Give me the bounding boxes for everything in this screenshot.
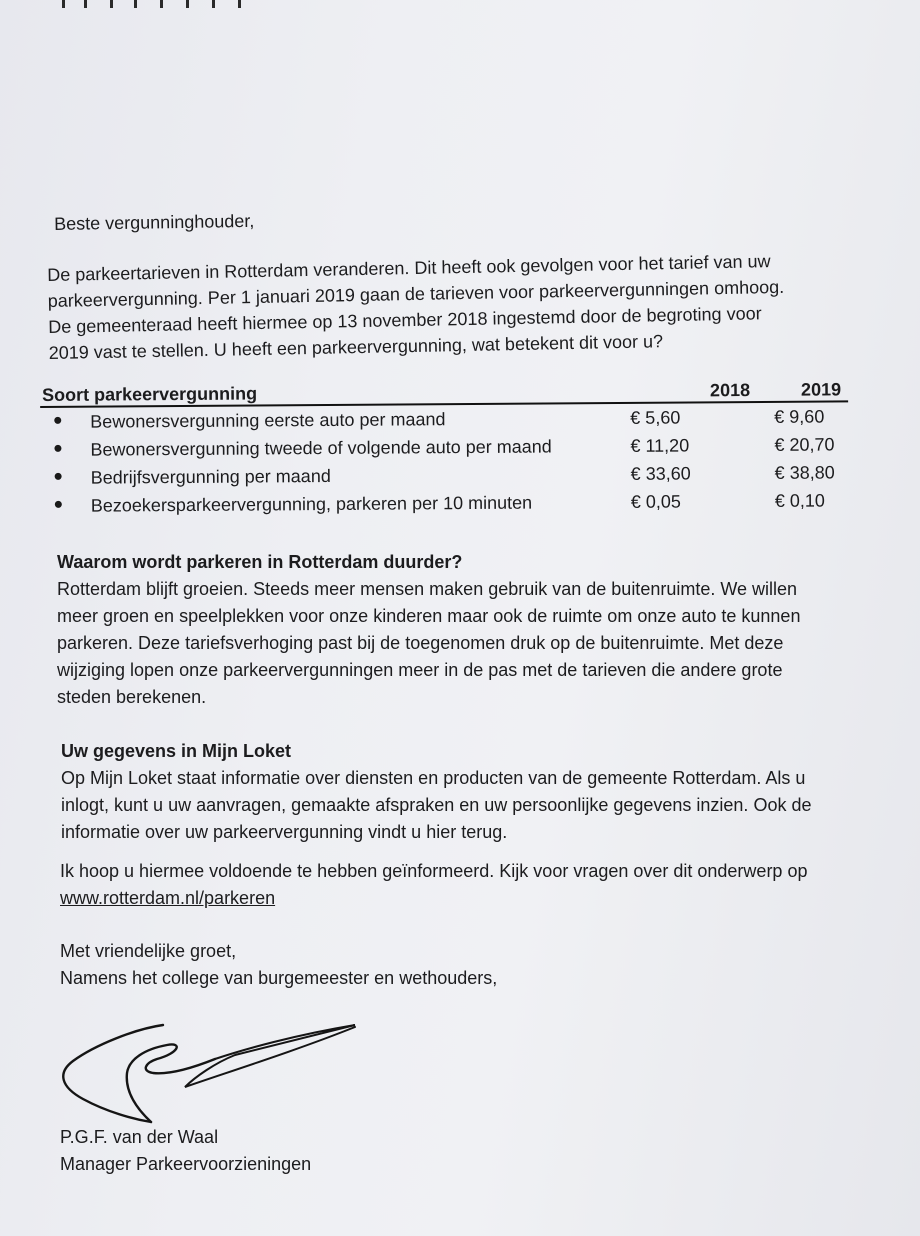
loket-line: Op Mijn Loket staat informatie over diensten en producten van de gemeente Rotterdam. Als u [61,768,806,788]
price-2018: € 11,20 [630,435,690,456]
why-line: steden berekenen. [57,687,207,707]
header-2018: 2018 [709,380,751,401]
why-line: Rotterdam blijft groeien. Steeds meer mensen maken gebruik van de buitenruimte. We willen [57,579,798,599]
bullet [54,445,61,452]
bullet [54,417,61,424]
permit-label: Bezoekersparkeervergunning, parkeren per 10 minuten [90,492,533,516]
bullet [55,473,62,480]
price-2019: € 20,70 [774,434,835,455]
why-heading: Waarom wordt parkeren in Rotterdam duurder? [57,552,463,572]
why-line: meer groen en speelplekken voor onze kinderen maar ook de ruimte om onze auto te kunnen [57,606,801,626]
why-section [57,549,920,711]
permit-label: Bedrijfsvergunning per maand [90,465,331,488]
price-2018: € 0,05 [630,491,681,512]
signer-name: P.G.F. van der Waal [60,1127,219,1147]
why-line: parkeren. Deze tariefsverhoging past bij de toegenomen druk op de buitenruimte. Met deze [57,633,784,653]
intro-line: 2019 vast te stellen. U heeft een parkeervergunning, wat betekent dit voor u? [48,331,664,363]
why-line: wijziging lopen onze parkeervergunningen meer in de pas met de tarieven die andere grote [57,660,783,680]
loket-section [61,738,920,846]
price-2019: € 38,80 [774,462,835,483]
loket-line: informatie over uw parkeervergunning vindt u hier terug. [61,822,508,842]
signer-block [60,1124,920,1178]
header-permit-type: Soort parkeervergunning [42,383,258,405]
loket-line: inlogt, kunt u uw aanvragen, gemaakte afspraken en uw persoonlijke gegevens inzien. Ook de [61,795,812,815]
header-2019: 2019 [800,379,842,400]
letterhead-fragment [62,0,248,8]
price-2019: € 9,60 [774,406,825,427]
regards-line: Met vriendelijke groet, [60,941,237,961]
closing-line: Ik hoop u hiermee voldoende te hebben geïnformeerd. Kijk voor vragen over dit onderwerp op [60,861,808,881]
permit-label: Bewonersvergunning tweede of volgende auto per maand [90,436,552,460]
regards-line: Namens het college van burgemeester en wethouders, [60,968,498,988]
tariff-table [40,378,849,520]
parkeren-link[interactable]: www.rotterdam.nl/parkeren [60,888,276,908]
permit-label: Bewonersvergunning eerste auto per maand [90,409,446,432]
signature [55,1015,375,1125]
intro-line: parkeervergunning. Per 1 januari 2019 gaan de tarieven voor parkeervergunningen omhoog. [47,276,785,311]
salutation: Beste vergunninghouder, [54,210,255,234]
signer-title: Manager Parkeervoorzieningen [60,1154,312,1174]
bullet [55,501,62,508]
intro-paragraph [47,246,879,366]
intro-line: De parkeertarieven in Rotterdam veranderen. Dit heeft ook gevolgen voor het tarief van uw [47,251,771,285]
price-2019: € 0,10 [774,490,825,511]
table-row [41,486,849,520]
price-2018: € 33,60 [630,463,691,484]
regards-section [60,938,920,992]
closing-section [60,858,920,912]
loket-heading: Uw gegevens in Mijn Loket [61,741,292,761]
intro-line: De gemeenteraad heeft hiermee op 13 november 2018 ingestemd door de begroting voor [48,303,762,337]
price-2018: € 5,60 [630,407,681,428]
